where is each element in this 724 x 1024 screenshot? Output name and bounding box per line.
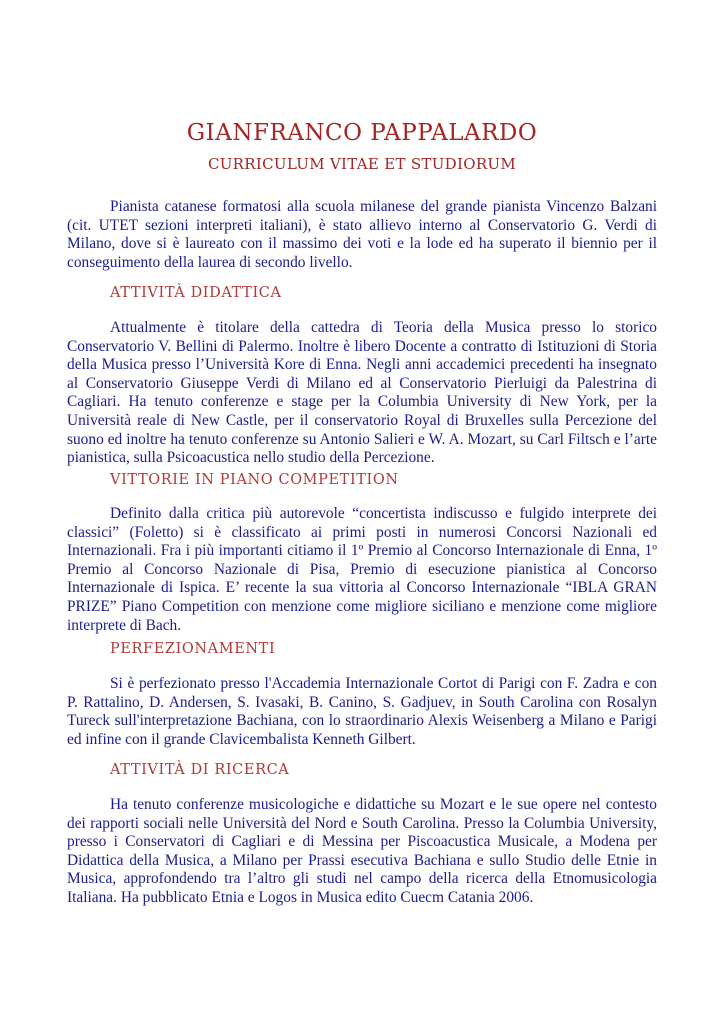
page-subtitle: CURRICULUM VITAE ET STUDIORUM — [207, 155, 517, 173]
section-heading-vittorie: VITTORIE IN PIANO COMPETITION — [110, 472, 399, 488]
section-heading-perfezionamenti: PERFEZIONAMENTI — [110, 641, 276, 657]
intro-paragraph: Pianista catanese formatosi alla scuola milanese del grande pianista Vincenzo Balzani (cit. UTET sezioni interpreti italiani), è stato allievo interno al Conservatorio G. Verdi di Milano, dove si è laureato con il massimo dei voti e la lode ed ha superato il biennio per il conseguimento della laurea di secondo livello. — [67, 198, 657, 271]
section-heading-ricerca: ATTIVITÀ DI RICERCA — [110, 762, 290, 778]
section-heading-didattica: ATTIVITÀ DIDATTICA — [110, 285, 282, 301]
section-paragraph-vittorie: Definito dalla critica più autorevole “concertista indiscusso e fulgido interprete dei classici” (Foletto) si è classificato ai primi posti in numerosi Concorsi Nazionali ed Internazionali. Fra i più importanti citiamo il 1º Premio al Concorso Internazionale di Enna, 1º Premio al Concorso Nazionale di Pisa, Premio di esecuzione pianistica al Concorso Internazionale di Ispica. E’ recente la sua vittoria al Concorso Internazionale “IBLA GRAN PRIZE” Piano Competition con menzione come migliore siciliano e menzione come migliore interprete di Bach. — [67, 505, 657, 634]
section-paragraph-perfezionamenti: Si è perfezionato presso l'Accademia Internazionale Cortot di Parigi con F. Zadra e con P. Rattalino, D. Andersen, S. Ivasaki, B. Canino, S. Gadjuev, in South Carolina con Rosalyn Tureck sull'interpretazione Bachiana, con lo straordinario Alexis Weisenberg a Milano e Parigi ed infine con il grande Clavicembalista Kenneth Gilbert. — [67, 675, 657, 748]
page-title: GIANFRANCO PAPPALARDO — [186, 120, 538, 146]
section-paragraph-didattica: Attualmente è titolare della cattedra di Teoria della Musica presso lo storico Conservatorio V. Bellini di Palermo. Inoltre è libero Docente a contratto di Istituzioni di Storia della Musica presso l’Università Kore di Enna. Negli anni accademici precedenti ha insegnato al Conservatorio Giuseppe Verdi di Milano ed al Conservatorio Pierluigi da Palestrina di Cagliari. Ha tenuto conferenze e stage per la Columbia University di New York, per la Università reale di New Castle, per il conservatorio Royal di Bruxelles sulla Percezione del suono ed inoltre ha tenuto conferenze su Antonio Salieri e W. A. Mozart, su Carl Filtsch e l’arte pianistica, sulla Psicoacustica nello studio della Percezione. — [67, 319, 657, 467]
section-paragraph-ricerca: Ha tenuto conferenze musicologiche e didattiche su Mozart e le sue opere nel contesto dei rapporti sociali nelle Università del Nord e South Carolina. Presso la Columbia University, presso i Conservatori di Cagliari e di Messina per Piscoacustica Musicale, a Modena per Didattica della Musica, a Milano per Prassi esecutiva Bachiana e sullo Studio delle Etnie in Musica, approfondendo tra l’altro gli studi nel campo della ricerca della Etnomusicologia Italiana. Ha pubblicato Etnia e Logos in Musica edito Cuecm Catania 2006. — [67, 796, 657, 906]
